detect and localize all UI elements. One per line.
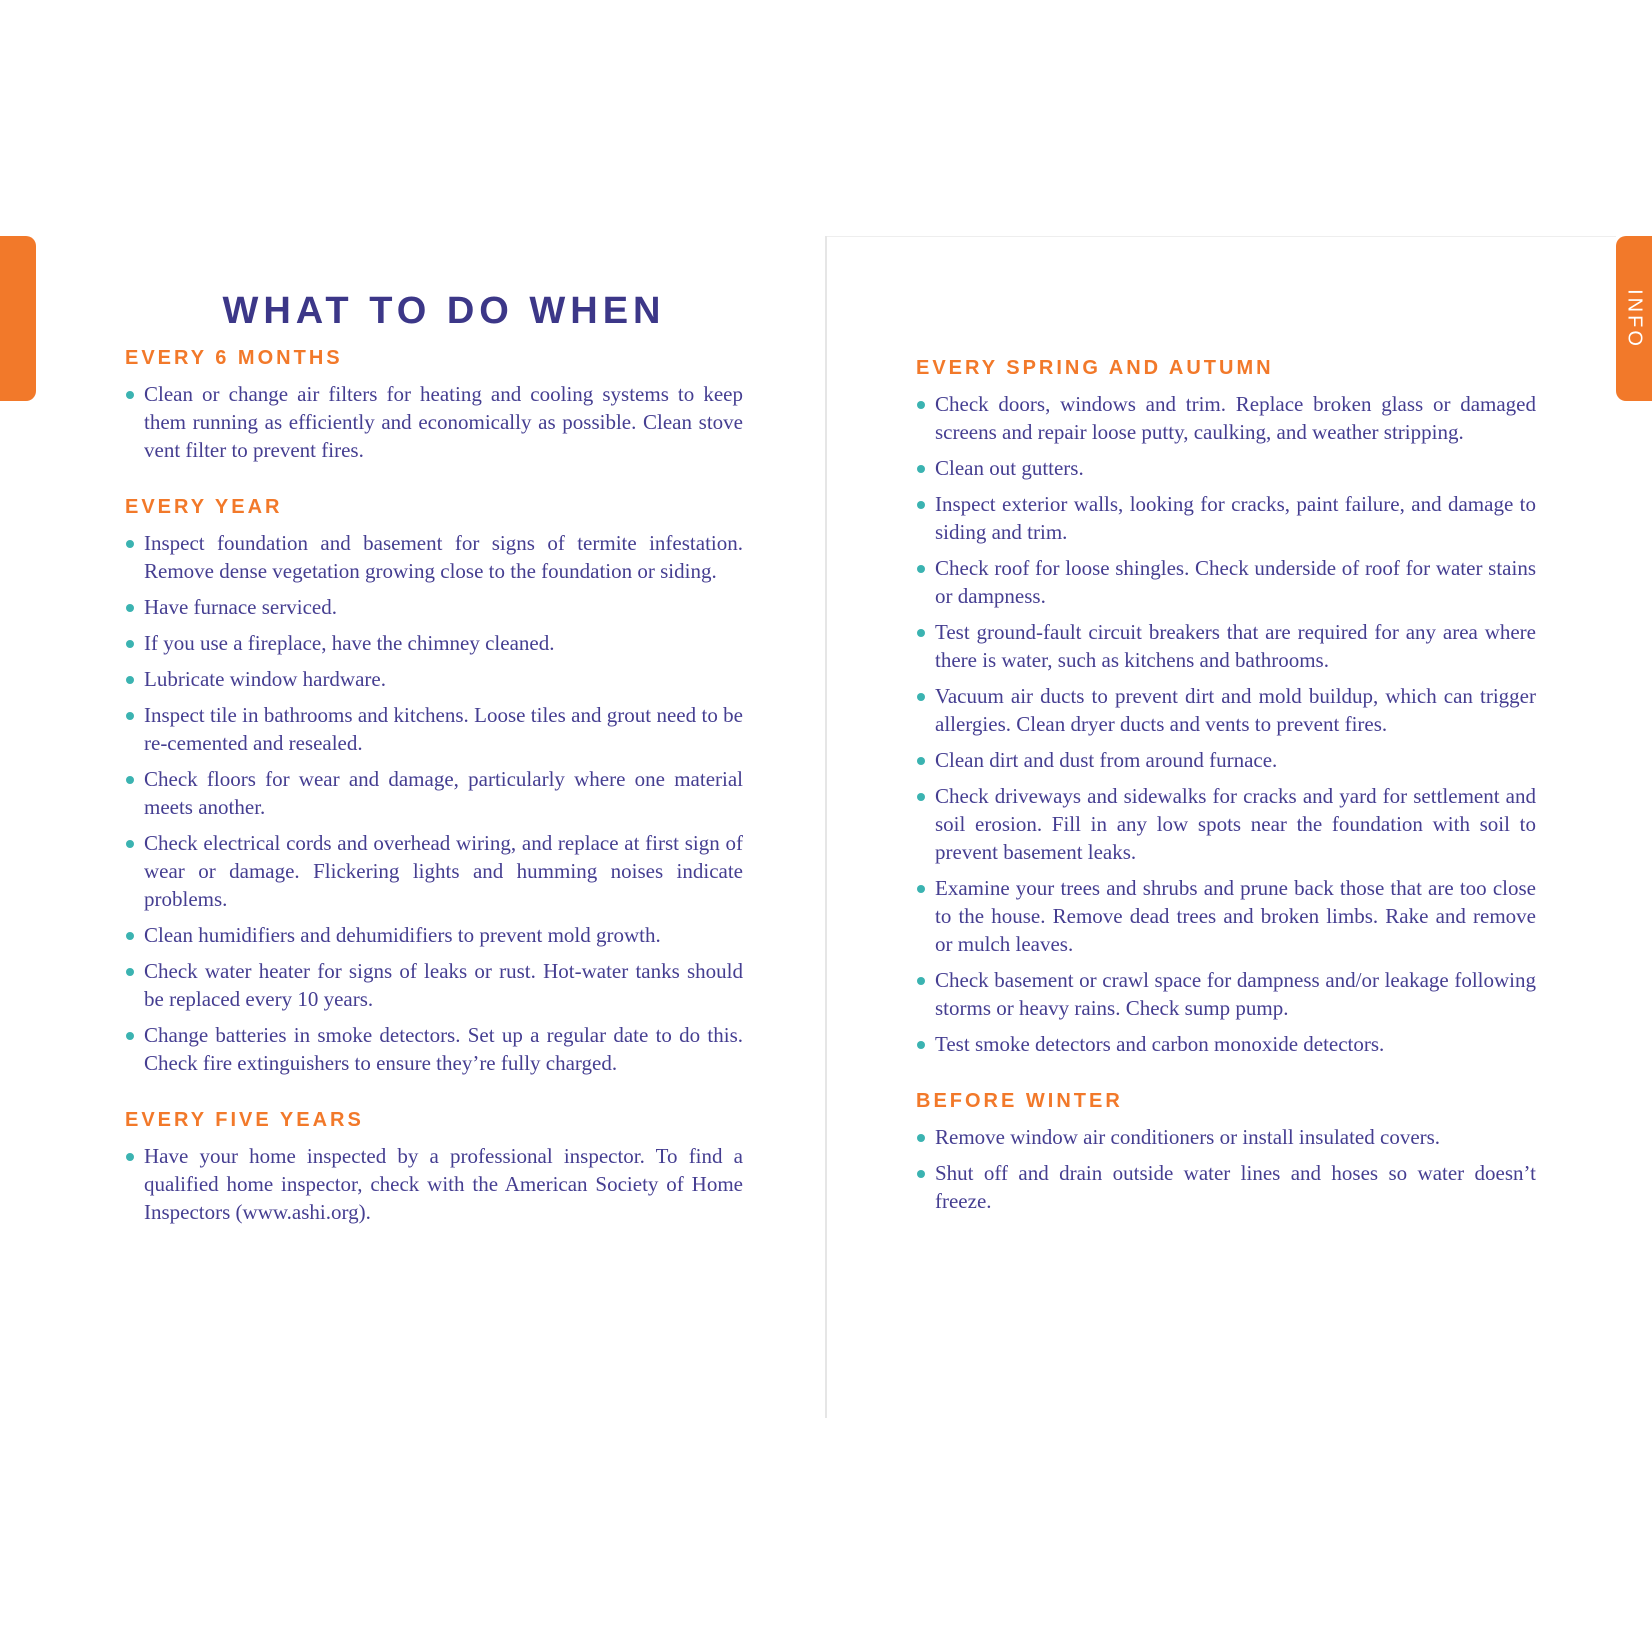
bullet-dot-icon <box>126 604 134 612</box>
checklist-item-text: Check water heater for signs of leaks or rust. Hot-water tanks should be replaced every 10 years. <box>144 959 743 1011</box>
checklist-item-text: Have your home inspected by a professional inspector. To find a qualified home inspector, check with the American Society of Home Inspectors (www.ashi.org). <box>144 1144 743 1224</box>
checklist-item <box>916 874 1536 958</box>
checklist-item-text: Inspect foundation and basement for signs of termite infestation. Remove dense vegetation growing close to the foundation or siding. <box>144 531 743 583</box>
checklist-item-text: If you use a fireplace, have the chimney cleaned. <box>144 631 555 655</box>
checklist <box>916 1123 1536 1215</box>
right-page <box>916 355 1536 1245</box>
bullet-dot-icon <box>917 565 925 573</box>
checklist-item <box>125 829 743 913</box>
bullet-dot-icon <box>917 1134 925 1142</box>
bullet-dot-icon <box>126 676 134 684</box>
checklist-item-text: Check basement or crawl space for dampness and/or leakage following storms or heavy rains. Check sump pump. <box>935 968 1536 1020</box>
bullet-dot-icon <box>917 1041 925 1049</box>
checklist-item <box>125 1142 743 1226</box>
checklist-item <box>916 682 1536 738</box>
section <box>916 1088 1536 1215</box>
checklist-item-text: Inspect tile in bathrooms and kitchens. Loose tiles and grout need to be re-cemented and resealed. <box>144 703 743 755</box>
section <box>125 1107 743 1226</box>
bullet-dot-icon <box>917 1170 925 1178</box>
checklist-item <box>916 1123 1536 1151</box>
bullet-dot-icon <box>126 540 134 548</box>
bullet-dot-icon <box>917 885 925 893</box>
checklist-item <box>916 1030 1536 1058</box>
left-page-tab <box>0 236 36 401</box>
bullet-dot-icon <box>917 629 925 637</box>
checklist-item-text: Check doors, windows and trim. Replace broken glass or damaged screens and repair loose putty, caulking, and weather stripping. <box>935 392 1536 444</box>
bullet-dot-icon <box>126 712 134 720</box>
checklist-item-text: Clean dirt and dust from around furnace. <box>935 748 1278 772</box>
page-gutter <box>825 236 827 1418</box>
section <box>916 355 1536 1058</box>
bullet-dot-icon <box>917 757 925 765</box>
bullet-dot-icon <box>126 1032 134 1040</box>
checklist-item <box>916 966 1536 1022</box>
checklist-item-text: Vacuum air ducts to prevent dirt and mold buildup, which can trigger allergies. Clean dryer ducts and vents to prevent fires. <box>935 684 1536 736</box>
left-page <box>125 290 743 1256</box>
checklist-item <box>916 746 1536 774</box>
bullet-dot-icon <box>126 840 134 848</box>
checklist-item <box>125 765 743 821</box>
bullet-dot-icon <box>126 968 134 976</box>
checklist <box>125 380 743 464</box>
checklist <box>125 529 743 1077</box>
checklist-item <box>125 665 743 693</box>
checklist-item-text: Check roof for loose shingles. Check underside of roof for water stains or dampness. <box>935 556 1536 608</box>
checklist <box>916 390 1536 1058</box>
bullet-dot-icon <box>917 693 925 701</box>
section-heading: EVERY YEAR <box>125 496 283 518</box>
checklist-item-text: Lubricate window hardware. <box>144 667 386 691</box>
section-heading: EVERY SPRING AND AUTUMN <box>916 357 1274 379</box>
bullet-dot-icon <box>126 391 134 399</box>
section-heading: BEFORE WINTER <box>916 1090 1123 1112</box>
info-tab <box>1616 236 1652 401</box>
checklist-item-text: Clean or change air filters for heating and cooling systems to keep them running as efficiently and economically as possible. Clean stove vent filter to prevent fires. <box>144 382 743 462</box>
checklist-item <box>125 593 743 621</box>
checklist-item <box>916 1159 1536 1215</box>
checklist-item-text: Check driveways and sidewalks for cracks and yard for settlement and soil erosion. Fill in any low spots near the foundation with soil to prevent basement leaks. <box>935 784 1536 864</box>
checklist-item <box>916 782 1536 866</box>
checklist-item-text: Clean humidifiers and dehumidifiers to prevent mold growth. <box>144 923 661 947</box>
checklist-item <box>125 529 743 585</box>
checklist-item-text: Inspect exterior walls, looking for cracks, paint failure, and damage to siding and trim. <box>935 492 1536 544</box>
bullet-dot-icon <box>917 977 925 985</box>
left-sections <box>125 345 743 1226</box>
checklist-item-text: Change batteries in smoke detectors. Set up a regular date to do this. Check fire extinguishers to ensure they’re fully charged. <box>144 1023 743 1075</box>
section-heading: EVERY FIVE YEARS <box>125 1109 364 1131</box>
bullet-dot-icon <box>126 1153 134 1161</box>
checklist-item-text: Check electrical cords and overhead wiring, and replace at first sign of wear or damage. Flickering lights and humming noises indicate problems. <box>144 831 743 911</box>
checklist-item <box>125 1021 743 1077</box>
checklist-item-text: Have furnace serviced. <box>144 595 337 619</box>
checklist-item-text: Check floors for wear and damage, particularly where one material meets another. <box>144 767 743 819</box>
right-sections <box>916 355 1536 1215</box>
checklist-item <box>916 490 1536 546</box>
section-heading: EVERY 6 MONTHS <box>125 347 343 369</box>
checklist <box>125 1142 743 1226</box>
info-tab-label: INFO <box>1623 288 1646 349</box>
checklist-item-text: Shut off and drain outside water lines and hoses so water doesn’t freeze. <box>935 1161 1536 1213</box>
checklist-item-text: Remove window air conditioners or install insulated covers. <box>935 1125 1441 1149</box>
bullet-dot-icon <box>917 501 925 509</box>
checklist-item <box>125 701 743 757</box>
checklist-item <box>916 554 1536 610</box>
checklist-item <box>916 618 1536 674</box>
bullet-dot-icon <box>126 932 134 940</box>
checklist-item-text: Examine your trees and shrubs and prune back those that are too close to the house. Remove dead trees and broken limbs. Rake and remove or mulch leaves. <box>935 876 1536 956</box>
checklist-item-text: Test smoke detectors and carbon monoxide detectors. <box>935 1032 1385 1056</box>
checklist-item <box>125 957 743 1013</box>
section <box>125 494 743 1077</box>
checklist-item-text: Test ground-fault circuit breakers that are required for any area where there is water, such as kitchens and bathrooms. <box>935 620 1536 672</box>
bullet-dot-icon <box>917 793 925 801</box>
checklist-item <box>125 921 743 949</box>
page-title: WHAT TO DO WHEN <box>222 290 666 332</box>
bullet-dot-icon <box>917 401 925 409</box>
bullet-dot-icon <box>917 465 925 473</box>
checklist-item <box>916 454 1536 482</box>
section <box>125 345 743 464</box>
checklist-item <box>125 380 743 464</box>
page-top-rule <box>827 236 1616 237</box>
bullet-dot-icon <box>126 776 134 784</box>
checklist-item <box>125 629 743 657</box>
checklist-item <box>916 390 1536 446</box>
checklist-item-text: Clean out gutters. <box>935 456 1084 480</box>
bullet-dot-icon <box>126 640 134 648</box>
